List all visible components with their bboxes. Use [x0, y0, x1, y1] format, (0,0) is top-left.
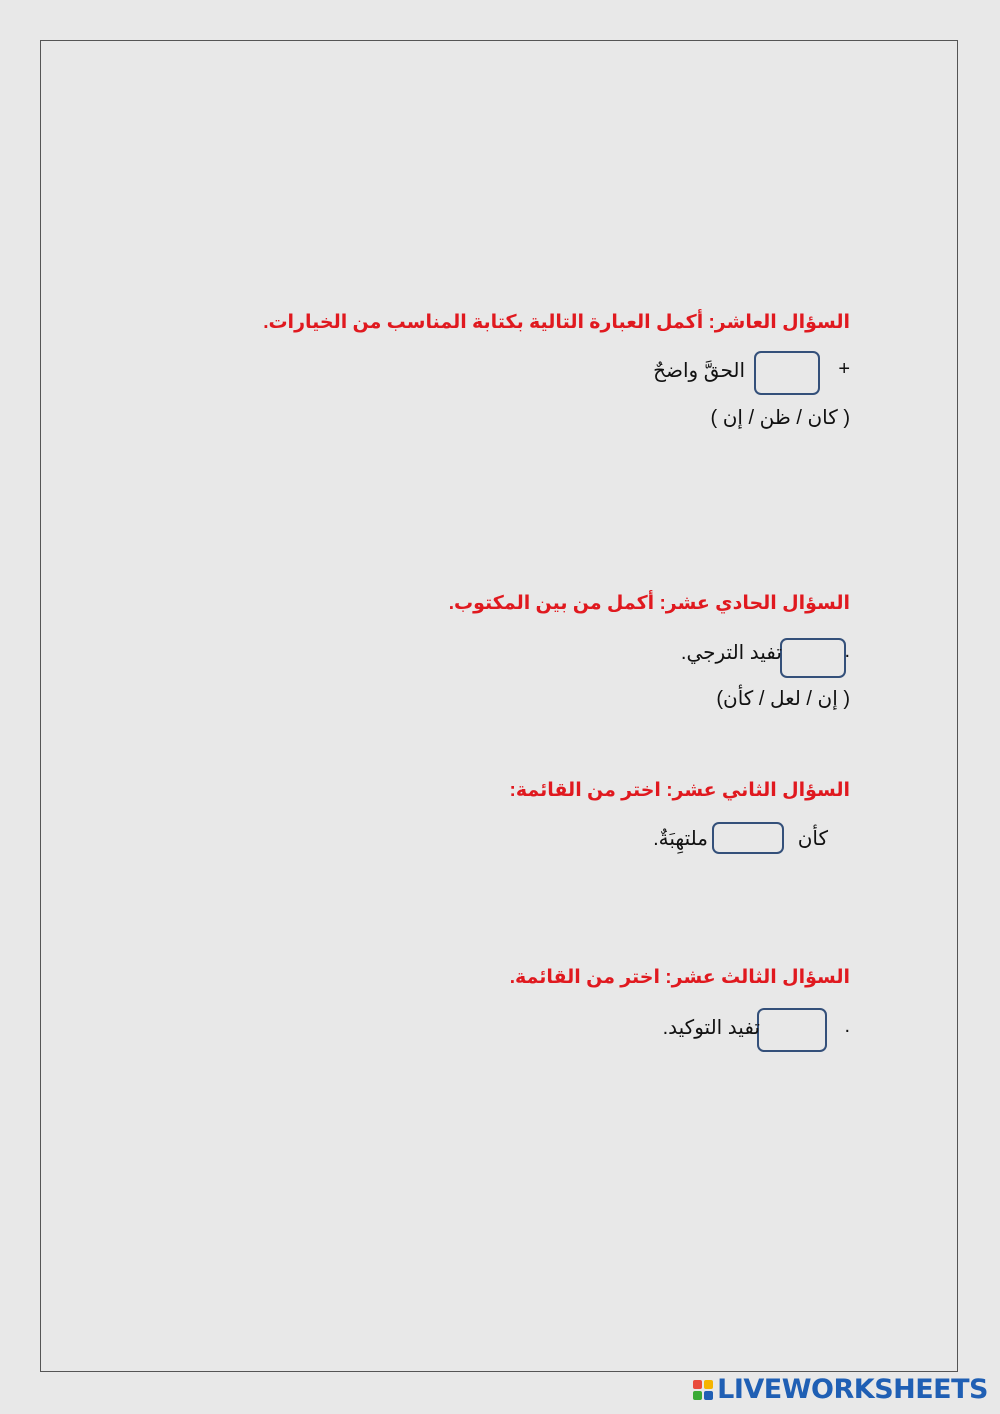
q13-title: السؤال الثالث عشر: اختر من القائمة.	[509, 967, 850, 988]
q12-word-before: كأن	[797, 828, 828, 850]
q10-sentence: الحقَّ واضحٌ	[653, 360, 745, 382]
q10-answer-box[interactable]	[754, 351, 820, 395]
q11-answer-box[interactable]	[780, 638, 846, 678]
q12-word-after: ملتهِبَةٌ.	[653, 828, 708, 850]
q12-answer-select[interactable]	[712, 822, 784, 854]
q10-title: السؤال العاشر: أكمل العبارة التالية بكتابة المناسب من الخيارات.	[263, 312, 850, 333]
q12-title: السؤال الثاني عشر: اختر من القائمة:	[509, 780, 850, 801]
q11-options: ( إن / لعل / كأن)	[716, 688, 850, 710]
q13-dot: .	[844, 1015, 850, 1037]
q11-sentence: تفيد الترجي.	[680, 642, 782, 664]
q10-plus: +	[838, 358, 850, 380]
liveworksheets-logo-icon	[693, 1380, 713, 1400]
q11-title: السؤال الحادي عشر: أكمل من بين المكتوب.	[448, 593, 850, 614]
liveworksheets-logo	[693, 1374, 988, 1405]
q13-sentence: تفيد التوكيد.	[662, 1017, 760, 1039]
q11-dot: .	[844, 640, 850, 662]
q13-answer-select[interactable]	[757, 1008, 827, 1052]
q10-options: ( كان / ظن / إن )	[710, 407, 850, 429]
liveworksheets-logo-text: LIVEWORKSHEETS	[717, 1374, 988, 1405]
